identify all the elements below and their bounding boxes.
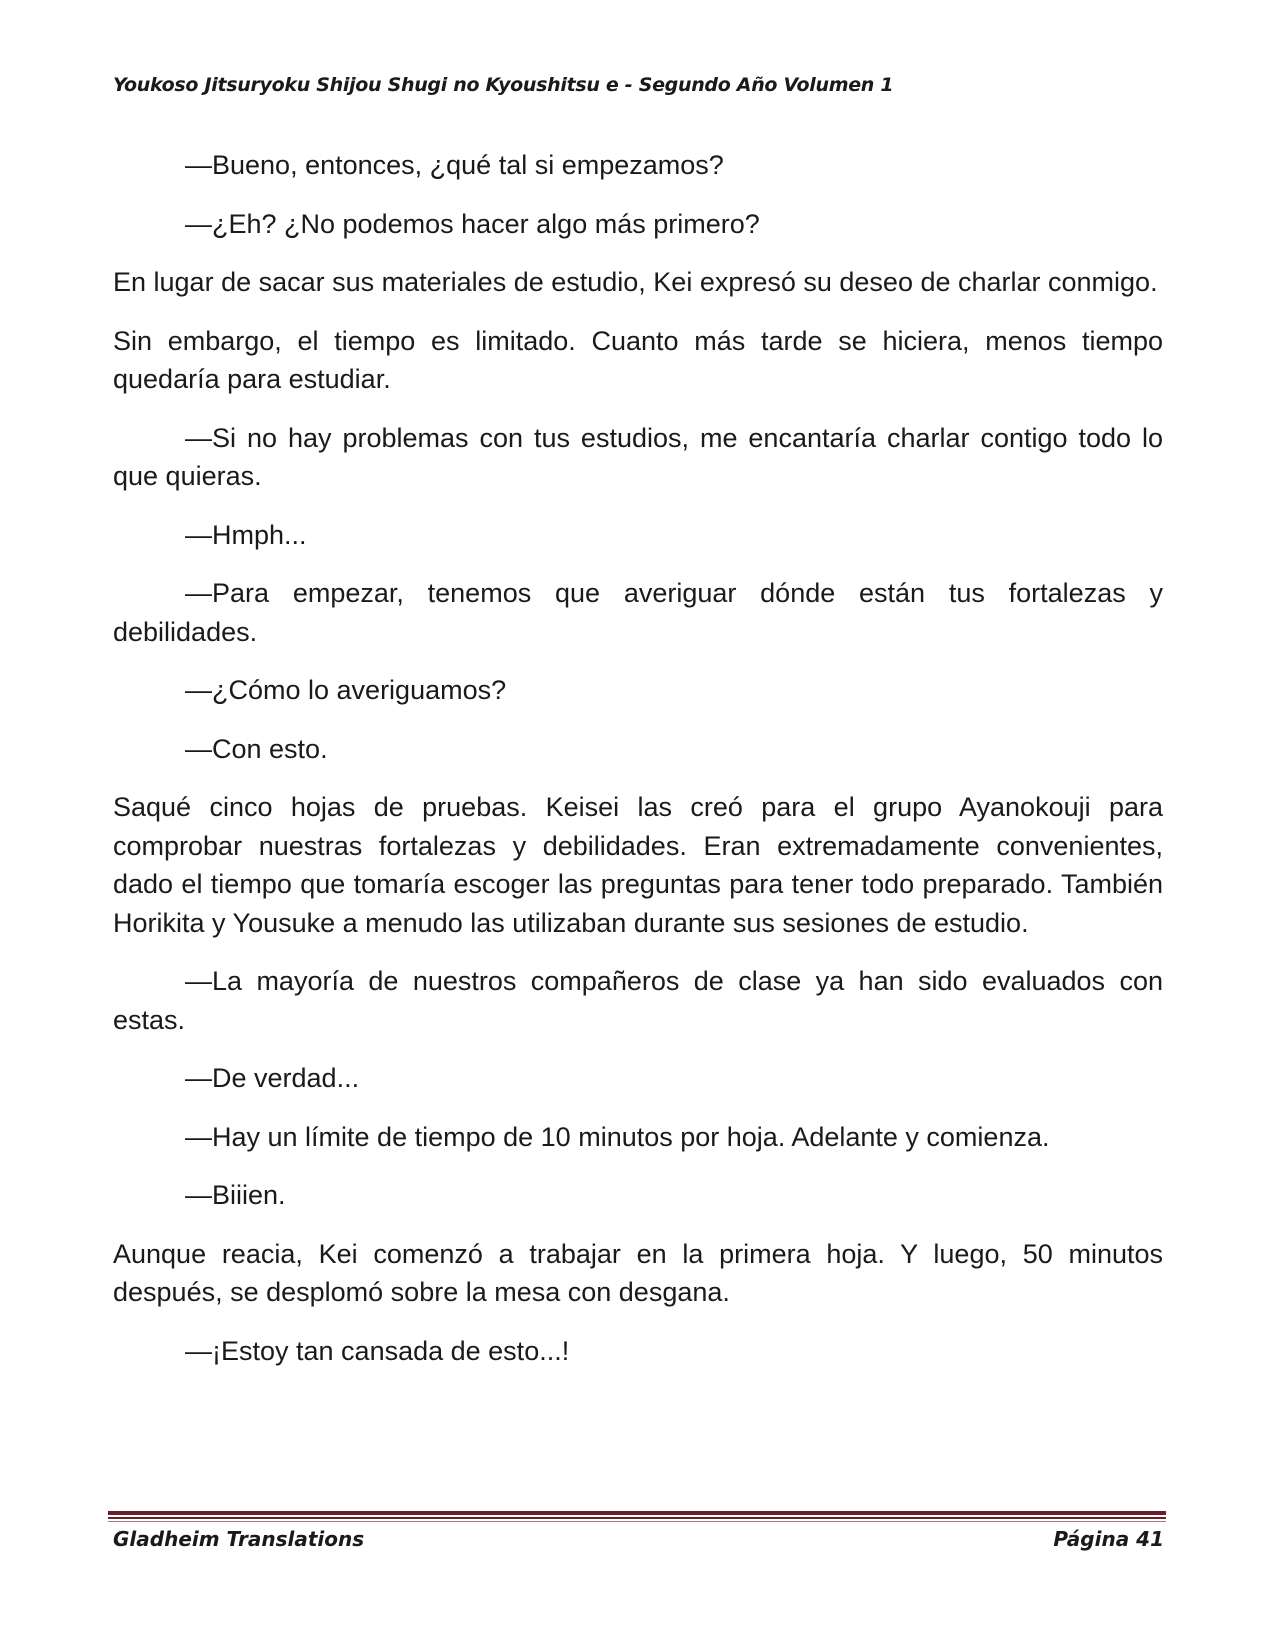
paragraph: En lugar de sacar sus materiales de estudio, Kei expresó su deseo de charlar conmigo. (113, 267, 1158, 297)
paragraph: —Biiien. (185, 1180, 286, 1210)
body-text (113, 146, 1163, 1390)
footer-rule (108, 1511, 1166, 1515)
paragraph: —¡Estoy tan cansada de esto...! (185, 1335, 570, 1366)
page-number: Página 41 (1053, 1527, 1164, 1551)
paragraph: —Si no hay problemas con tus estudios, me encantaría charlar contigo todo lo que quieras. (113, 422, 1163, 491)
footer-rule-secondary (108, 1517, 1166, 1519)
paragraph: —¿Cómo lo averiguamos? (185, 675, 507, 705)
paragraph: —Bueno, entonces, ¿qué tal si empezamos? (185, 150, 724, 180)
paragraph: —¿Eh? ¿No podemos hacer algo más primero? (185, 208, 760, 239)
paragraph: Sin embargo, el tiempo es limitado. Cuanto más tarde se hiciera, menos tiempo quedaría para estudiar. (113, 325, 1163, 394)
paragraph: —Con esto. (185, 733, 328, 764)
footer-rule-tertiary (108, 1521, 1166, 1522)
running-header: Youkoso Jitsuryoku Shijou Shugi no Kyoushitsu e - Segundo Año Volumen 1 (113, 74, 894, 96)
paragraph: Aunque reacia, Kei comenzó a trabajar en la primera hoja. Y luego, 50 minutos después, se desplomó sobre la mesa con desgana. (113, 1238, 1163, 1307)
paragraph: Saqué cinco hojas de pruebas. Keisei las creó para el grupo Ayanokouji para comprobar nuestras fortalezas y debilidades. Eran extremadamente convenientes, dado el tiempo que tomaría escoger las preguntas para tener todo preparado. También Horikita y Yousuke a menudo las utilizaban durante sus sesiones de estudio. (113, 792, 1163, 938)
paragraph: —Hay un límite de tiempo de 10 minutos por hoja. Adelante y comienza. (185, 1121, 1050, 1152)
paragraph: —Para empezar, tenemos que averiguar dónde están tus fortalezas y debilidades. (113, 578, 1163, 647)
paragraph: —Hmph... (185, 519, 307, 550)
paragraph: —De verdad... (185, 1063, 360, 1093)
paragraph: —La mayoría de nuestros compañeros de clase ya han sido evaluados con estas. (113, 966, 1163, 1035)
footer-translator: Gladheim Translations (113, 1527, 365, 1551)
